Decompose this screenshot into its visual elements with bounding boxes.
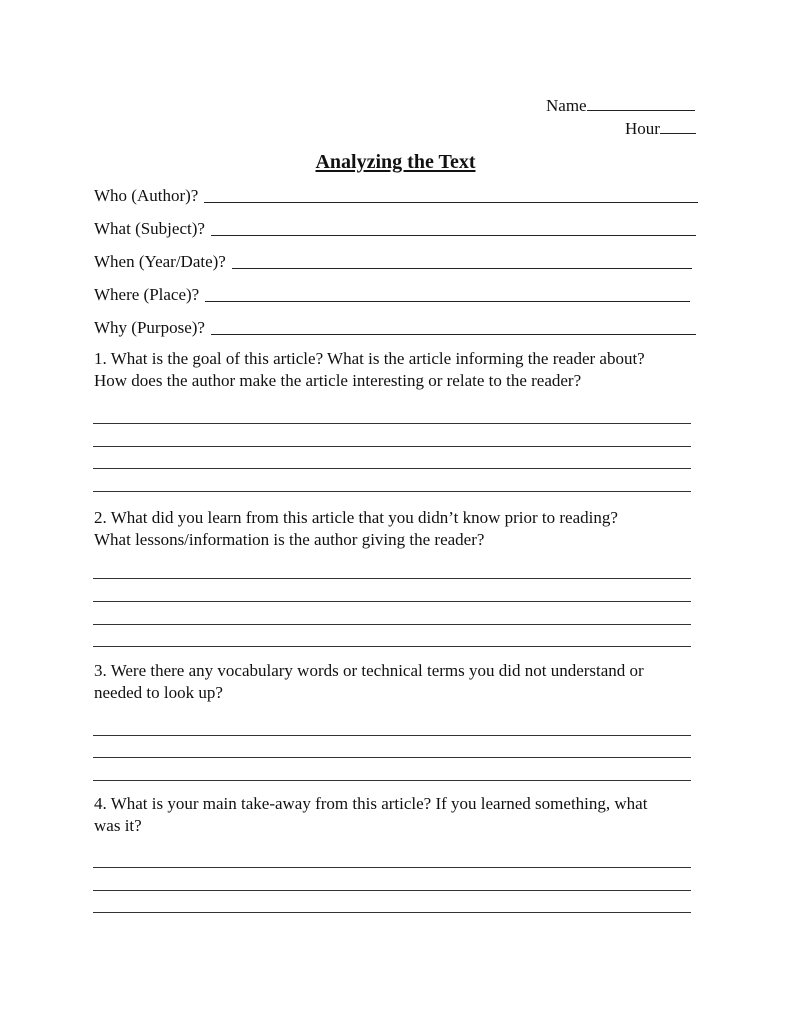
when-answer-line[interactable] <box>232 254 692 269</box>
what-answer-line[interactable] <box>211 221 696 236</box>
question-1-line-2: How does the author make the article interesting or relate to the reader? <box>94 371 582 390</box>
q1-answer-line[interactable] <box>93 468 691 469</box>
question-1 <box>94 348 704 392</box>
q3-answer-line[interactable] <box>93 780 691 781</box>
hour-field[interactable] <box>625 117 696 139</box>
q1-answer-line[interactable] <box>93 446 691 447</box>
question-4 <box>94 793 704 837</box>
q4-answer-line[interactable] <box>93 867 691 868</box>
question-3-line-1: 3. Were there any vocabulary words or technical terms you did not understand or <box>94 661 644 680</box>
q3-answer-line[interactable] <box>93 757 691 758</box>
question-2-line-2: What lessons/information is the author giving the reader? <box>94 530 485 549</box>
hour-blank[interactable] <box>660 117 696 134</box>
what-label: What (Subject)? <box>94 219 205 238</box>
question-1-line-1: 1. What is the goal of this article? What is the article informing the reader about? <box>94 349 645 368</box>
when-label: When (Year/Date)? <box>94 252 226 271</box>
where-answer-line[interactable] <box>205 287 690 302</box>
q4-answer-line[interactable] <box>93 890 691 891</box>
question-2-line-1: 2. What did you learn from this article that you didn’t know prior to reading? <box>94 508 618 527</box>
q2-answer-line[interactable] <box>93 646 691 647</box>
question-2 <box>94 507 704 551</box>
q4-answer-line[interactable] <box>93 912 691 913</box>
name-blank[interactable] <box>587 94 695 111</box>
hour-label: Hour <box>625 119 660 138</box>
question-4-line-2: was it? <box>94 816 142 835</box>
why-row[interactable] <box>94 316 696 338</box>
q2-answer-line[interactable] <box>93 578 691 579</box>
who-label: Who (Author)? <box>94 186 199 205</box>
name-label: Name <box>546 96 587 115</box>
where-label: Where (Place)? <box>94 285 200 304</box>
q2-answer-line[interactable] <box>93 624 691 625</box>
q1-answer-line[interactable] <box>93 423 691 424</box>
who-row[interactable] <box>94 184 698 206</box>
when-row[interactable] <box>94 250 692 272</box>
page-title: Analyzing the Text <box>315 151 476 173</box>
q1-answer-line[interactable] <box>93 491 691 492</box>
name-field[interactable] <box>546 94 695 116</box>
where-row[interactable] <box>94 283 690 305</box>
why-label: Why (Purpose)? <box>94 318 205 337</box>
what-row[interactable] <box>94 217 696 239</box>
q3-answer-line[interactable] <box>93 735 691 736</box>
why-answer-line[interactable] <box>211 320 696 335</box>
who-answer-line[interactable] <box>204 188 698 203</box>
q2-answer-line[interactable] <box>93 601 691 602</box>
question-3 <box>94 660 704 704</box>
question-3-line-2: needed to look up? <box>94 683 223 702</box>
question-4-line-1: 4. What is your main take-away from this article? If you learned something, what <box>94 794 648 813</box>
